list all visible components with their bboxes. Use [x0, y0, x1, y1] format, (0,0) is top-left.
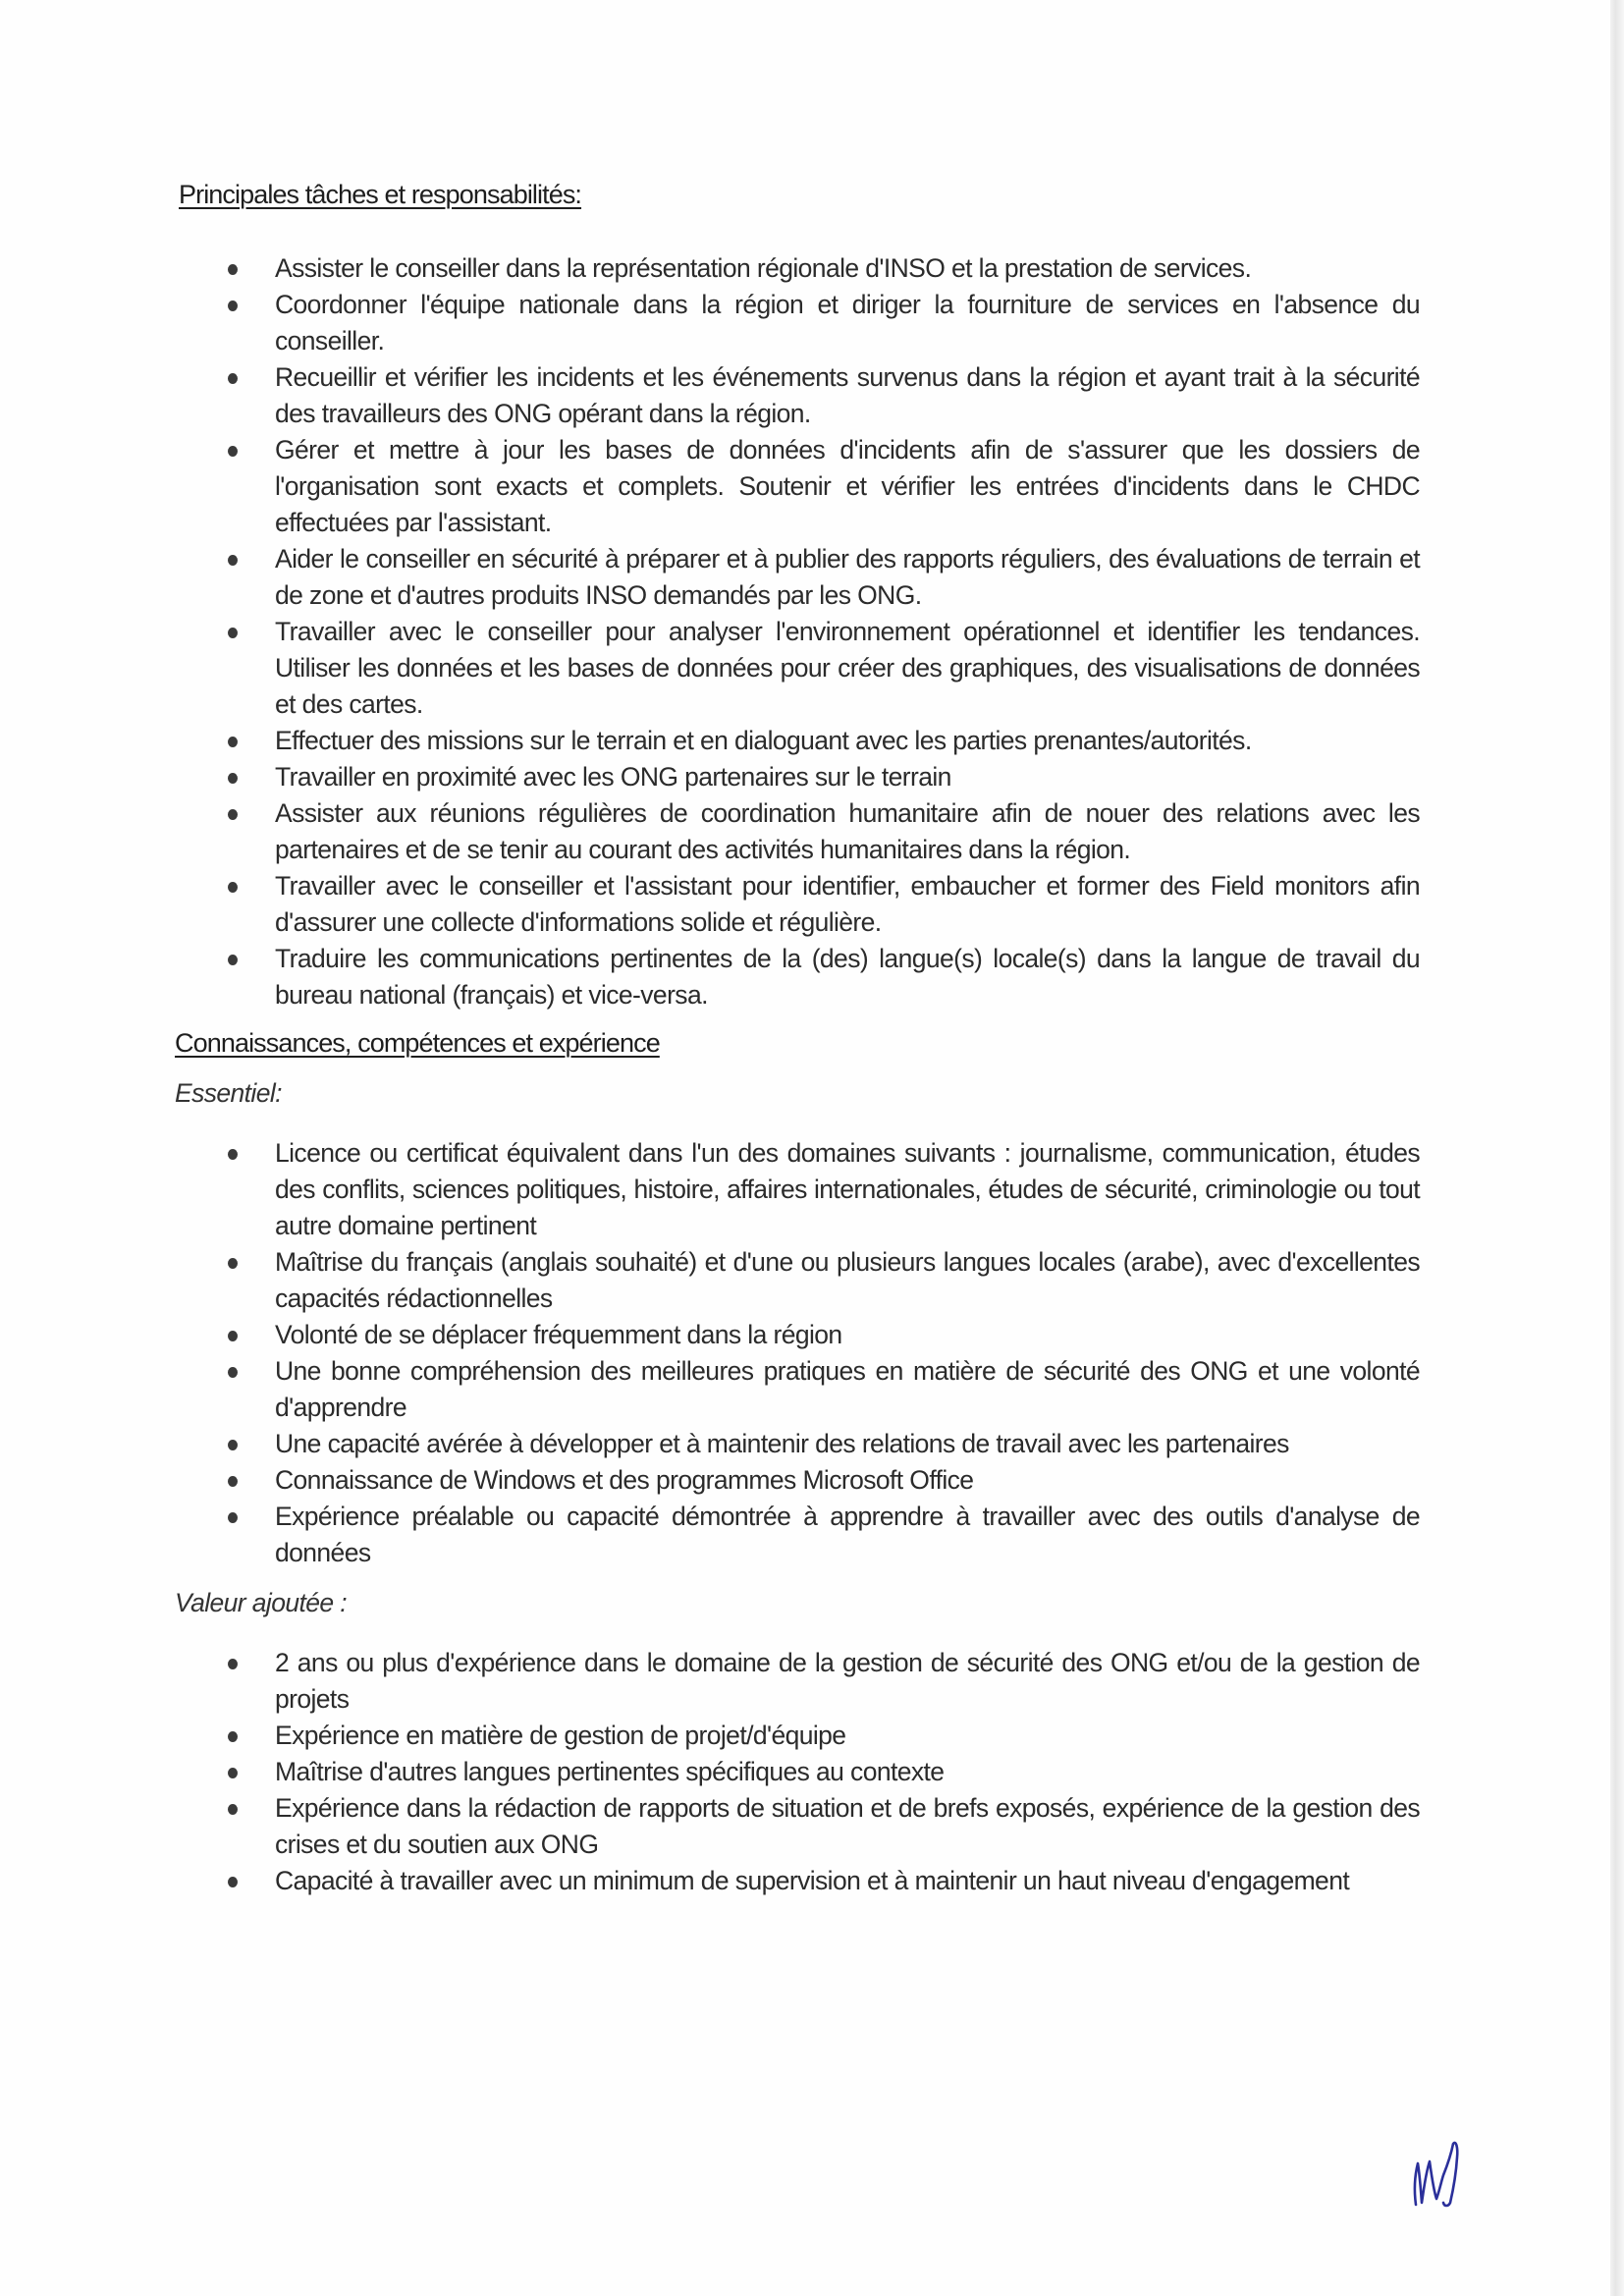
list-item [275, 1244, 1424, 1317]
list-item-text: Travailler avec le conseiller pour analyser l'environnement opérationnel et identifier les tendances. Utiliser les données et les bases de données pour créer des graphiques, des visualisations de données et des cartes. [275, 617, 1420, 719]
bullet-icon [228, 628, 238, 638]
bullet-icon [228, 1512, 238, 1523]
subheading-added-value: Valeur ajoutée : [175, 1588, 348, 1617]
list-item-text: Traduire les communications pertinentes de la (des) langue(s) locale(s) dans la langue de travail du bureau national (français) et vice-versa. [275, 944, 1420, 1010]
scan-page-edge [1610, 0, 1624, 2296]
list-item [275, 1499, 1424, 1571]
list-item [275, 723, 1424, 759]
list-item [275, 1317, 1424, 1353]
list-item-text: Capacité à travailler avec un minimum de supervision et à maintenir un haut niveau d'engagement [275, 1866, 1350, 1895]
bullet-icon [228, 773, 238, 784]
list-item [275, 868, 1424, 941]
document-content [175, 177, 1424, 1899]
list-item [275, 432, 1424, 541]
list-item [275, 1718, 1424, 1754]
bullet-icon [228, 882, 238, 893]
list-item-text: Assister aux réunions régulières de coordination humanitaire afin de nouer des relations avec les partenaires et de se tenir au courant des activités humanitaires dans la région. [275, 798, 1420, 864]
list-item-text: Expérience dans la rédaction de rapports de situation et de brefs exposés, expérience de la gestion des crises et du soutien aux ONG [275, 1793, 1420, 1859]
list-item [275, 1353, 1424, 1426]
list-item-text: Connaissance de Windows et des programmes Microsoft Office [275, 1465, 974, 1495]
section-heading-qualifications: Connaissances, compétences et expérience [175, 1028, 660, 1058]
list-item [275, 250, 1424, 287]
bullet-icon [228, 1768, 238, 1778]
bullet-icon [228, 301, 238, 311]
list-item [275, 941, 1424, 1013]
essential-list [175, 1135, 1424, 1571]
list-item-text: Recueillir et vérifier les incidents et les événements survenus dans la région et ayant trait à la sécurité des travailleurs des ONG opérant dans la région. [275, 362, 1420, 428]
bullet-icon [228, 1331, 238, 1341]
bullet-icon [228, 1258, 238, 1269]
bullet-icon [228, 1731, 238, 1742]
list-item [275, 541, 1424, 614]
list-item [275, 759, 1424, 795]
bullet-icon [228, 555, 238, 566]
list-item-text: Volonté de se déplacer fréquemment dans la région [275, 1320, 842, 1349]
list-item [275, 1754, 1424, 1790]
list-item [275, 1645, 1424, 1718]
bullet-icon [228, 1804, 238, 1815]
list-item-text: Assister le conseiller dans la représentation régionale d'INSO et la prestation de services. [275, 253, 1252, 283]
list-item-text: Une bonne compréhension des meilleures pratiques en matière de sécurité des ONG et une volonté d'apprendre [275, 1356, 1420, 1422]
list-item-text: Licence ou certificat équivalent dans l'un des domaines suivants : journalisme, communication, études des conflits, sciences politiques, histoire, affaires internationales, études de sécurité, criminologie ou tout autre domaine pertinent [275, 1138, 1420, 1240]
list-item-text: Coordonner l'équipe nationale dans la région et diriger la fourniture de services en l'absence du conseiller. [275, 290, 1420, 355]
bullet-icon [228, 1367, 238, 1378]
bullet-icon [228, 1877, 238, 1887]
bullet-icon [228, 1659, 238, 1669]
bullet-icon [228, 955, 238, 965]
added-value-list [175, 1645, 1424, 1899]
list-item [275, 287, 1424, 359]
bullet-icon [228, 737, 238, 747]
bullet-icon [228, 1476, 238, 1487]
list-item [275, 614, 1424, 723]
list-item-text: 2 ans ou plus d'expérience dans le domaine de la gestion de sécurité des ONG et/ou de la gestion de projets [275, 1648, 1420, 1714]
list-item-text: Gérer et mettre à jour les bases de données d'incidents afin de s'assurer que les dossiers de l'organisation sont exacts et complets. Soutenir et vérifier les entrées d'incidents dans le CHDC effectuées par l'assistant. [275, 435, 1420, 537]
list-item-text: Maîtrise du français (anglais souhaité) et d'une ou plusieurs langues locales (arabe), avec d'excellentes capacités rédactionnelles [275, 1247, 1420, 1313]
list-item-text: Expérience en matière de gestion de projet/d'équipe [275, 1721, 846, 1750]
list-item-text: Travailler avec le conseiller et l'assistant pour identifier, embaucher et former des Field monitors afin d'assurer une collecte d'informations solide et régulière. [275, 871, 1420, 937]
list-item [275, 1462, 1424, 1499]
bullet-icon [228, 264, 238, 275]
list-item [275, 795, 1424, 868]
list-item [275, 1135, 1424, 1244]
section-heading-responsibilities: Principales tâches et responsabilités: [179, 180, 582, 209]
responsibilities-list [175, 250, 1424, 1013]
bullet-icon [228, 373, 238, 384]
list-item [275, 359, 1424, 432]
list-item-text: Expérience préalable ou capacité démontrée à apprendre à travailler avec des outils d'analyse de données [275, 1502, 1420, 1567]
list-item-text: Une capacité avérée à développer et à maintenir des relations de travail avec les partenaires [275, 1429, 1289, 1458]
bullet-icon [228, 1440, 238, 1450]
list-item [275, 1863, 1424, 1899]
bullet-icon [228, 809, 238, 820]
list-item-text: Effectuer des missions sur le terrain et en dialoguant avec les parties prenantes/autorités. [275, 726, 1252, 755]
list-item-text: Travailler en proximité avec les ONG partenaires sur le terrain [275, 762, 951, 792]
bullet-icon [228, 1149, 238, 1160]
list-item-text: Aider le conseiller en sécurité à préparer et à publier des rapports réguliers, des évaluations de terrain et de zone et d'autres produits INSO demandés par les ONG. [275, 544, 1420, 610]
list-item [275, 1426, 1424, 1462]
list-item [275, 1790, 1424, 1863]
subheading-essential: Essentiel: [175, 1078, 282, 1108]
bullet-icon [228, 446, 238, 457]
signature-initials-icon [1404, 2136, 1483, 2214]
list-item-text: Maîtrise d'autres langues pertinentes spécifiques au contexte [275, 1757, 945, 1786]
